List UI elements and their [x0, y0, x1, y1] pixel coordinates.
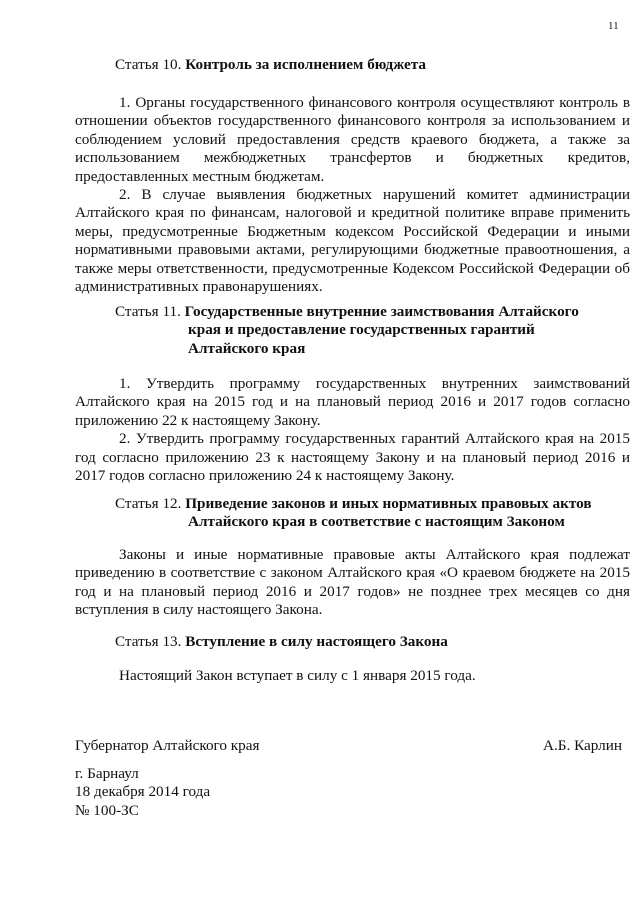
- date: 18 декабря 2014 года: [75, 783, 211, 801]
- article-11-title-line1: Государственные внутренние заимствования Алтайского: [184, 303, 579, 320]
- article-10-prefix: Статья 10.: [115, 56, 186, 73]
- signatory-name: А.Б. Карлин: [543, 737, 622, 754]
- article-11-heading: [115, 303, 615, 358]
- article-10-title: Контроль за исполнением бюджета: [185, 56, 427, 73]
- article-12-paragraph: Законы и иные нормативные правовые акты Алтайского края подлежат приведению в соответствие с законом Алтайского края «О краевом бюджете на 2015 год и на плановый период 2016 и 2017 годов» не позднее трех месяцев со дня вступления в силу настоящего Закона.: [75, 546, 630, 619]
- article-12-heading: [115, 495, 615, 532]
- article-10-heading: [115, 56, 615, 74]
- article-12-prefix: Статья 12.: [115, 495, 186, 512]
- article-10-paragraph: 2. В случае выявления бюджетных нарушений комитет администрации Алтайского края по финансам, налоговой и кредитной политике вправе применить меры, предусмотренные Бюджетным кодексом Российской Федерации и иными нормативными правовыми актами, регулирующими бюджетные правоотношения, а также меры ответственности, предусмотренные Кодексом Российской Федерации об административных правонарушениях.: [75, 186, 630, 296]
- article-11-paragraph: 2. Утвердить программу государственных гарантий Алтайского края на 2015 год согласно приложению 23 к настоящему Закону и на плановый период 2016 и 2017 годов согласно приложению 24 к настоящему Закону.: [75, 430, 630, 485]
- article-13-heading: [115, 633, 615, 651]
- page-number: 11: [608, 20, 619, 32]
- article-11-paragraph: 1. Утвердить программу государственных внутренних заимствований Алтайского края на 2015 год и на плановый период 2016 и 2017 годов согласно приложению 22 к настоящему Закону.: [75, 375, 630, 429]
- article-13-prefix: Статья 13.: [115, 633, 186, 650]
- article-12-title-line1: Приведение законов и иных нормативных правовых актов: [185, 495, 592, 512]
- city: г. Барнаул: [75, 765, 139, 782]
- article-11-body: [75, 375, 630, 485]
- law-footer: [75, 765, 210, 820]
- article-13-body: [75, 667, 630, 685]
- article-11-title-line2: края и предоставление государственных гарантий: [188, 321, 535, 339]
- article-12-body: [75, 546, 630, 620]
- article-13-paragraph: Настоящий Закон вступает в силу с 1 января 2015 года.: [119, 667, 476, 684]
- article-13-title: Вступление в силу настоящего Закона: [185, 633, 448, 650]
- article-10-body: [75, 94, 630, 296]
- article-11-title-line3: Алтайского края: [188, 339, 306, 357]
- signatory-position: Губернатор Алтайского края: [75, 737, 260, 754]
- article-10-paragraph: 1. Органы государственного финансового контроля осуществляют контроль в отношении объектов государственного финансового контроля за использованием и соблюдением условий предоставления средств краевого бюджета, а также за использованием межбюджетных трансфертов и бюджетных кредитов, предоставленных местным бюджетам.: [75, 94, 630, 185]
- article-12-title-line2: Алтайского края в соответствие с настоящим Законом: [188, 513, 565, 531]
- article-11-prefix: Статья 11.: [115, 303, 185, 320]
- law-number: № 100-ЗС: [75, 801, 139, 819]
